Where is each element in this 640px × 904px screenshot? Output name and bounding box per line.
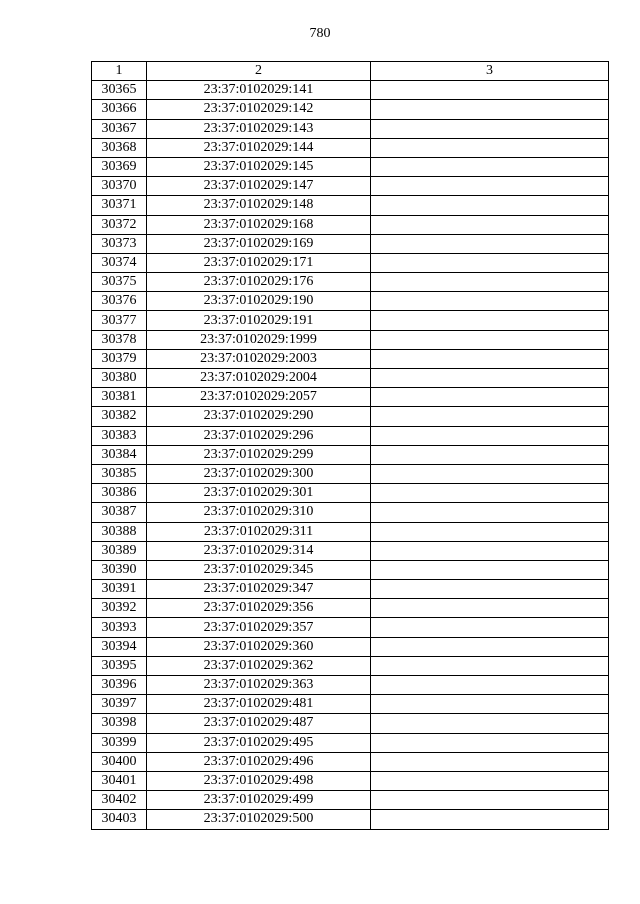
notes-cell <box>371 292 609 311</box>
table-row <box>92 445 609 464</box>
notes-cell <box>371 676 609 695</box>
cadastral-number-cell: 23:37:0102029:145 <box>147 157 371 176</box>
row-number-cell: 30383 <box>92 426 147 445</box>
notes-cell <box>371 234 609 253</box>
table-header <box>92 62 609 81</box>
table-row <box>92 369 609 388</box>
row-number-cell: 30378 <box>92 330 147 349</box>
notes-cell <box>371 618 609 637</box>
row-number-cell: 30366 <box>92 100 147 119</box>
row-number-cell: 30393 <box>92 618 147 637</box>
row-number-cell: 30368 <box>92 138 147 157</box>
row-number-cell: 30382 <box>92 407 147 426</box>
notes-cell <box>371 407 609 426</box>
table-row <box>92 349 609 368</box>
notes-cell <box>371 503 609 522</box>
notes-cell <box>371 464 609 483</box>
cadastral-number-cell: 23:37:0102029:176 <box>147 273 371 292</box>
cadastral-number-cell: 23:37:0102029:143 <box>147 119 371 138</box>
table-row <box>92 234 609 253</box>
table-row <box>92 599 609 618</box>
notes-cell <box>371 656 609 675</box>
notes-cell <box>371 253 609 272</box>
cadastral-number-cell: 23:37:0102029:314 <box>147 541 371 560</box>
cadastral-number-cell: 23:37:0102029:148 <box>147 196 371 215</box>
cadastral-number-cell: 23:37:0102029:2003 <box>147 349 371 368</box>
notes-cell <box>371 752 609 771</box>
table-row <box>92 810 609 829</box>
notes-cell <box>371 445 609 464</box>
cadastral-number-cell: 23:37:0102029:357 <box>147 618 371 637</box>
table-row <box>92 196 609 215</box>
table-row <box>92 330 609 349</box>
table-row <box>92 791 609 810</box>
cadastral-number-cell: 23:37:0102029:345 <box>147 560 371 579</box>
row-number-cell: 30402 <box>92 791 147 810</box>
cadastral-number-cell: 23:37:0102029:362 <box>147 656 371 675</box>
row-number-cell: 30400 <box>92 752 147 771</box>
notes-cell <box>371 695 609 714</box>
table-row <box>92 138 609 157</box>
cadastral-number-cell: 23:37:0102029:142 <box>147 100 371 119</box>
notes-cell <box>371 426 609 445</box>
page-number: 780 <box>309 26 331 41</box>
notes-cell <box>371 349 609 368</box>
row-number-cell: 30388 <box>92 522 147 541</box>
row-number-cell: 30377 <box>92 311 147 330</box>
cadastral-number-cell: 23:37:0102029:363 <box>147 676 371 695</box>
table-row <box>92 580 609 599</box>
table-row <box>92 752 609 771</box>
row-number-cell: 30376 <box>92 292 147 311</box>
table-row <box>92 100 609 119</box>
row-number-cell: 30391 <box>92 580 147 599</box>
cadastral-number-cell: 23:37:0102029:500 <box>147 810 371 829</box>
table-row <box>92 714 609 733</box>
cadastral-number-cell: 23:37:0102029:300 <box>147 464 371 483</box>
notes-cell <box>371 637 609 656</box>
header-row <box>92 62 609 81</box>
notes-cell <box>371 733 609 752</box>
notes-cell <box>371 791 609 810</box>
notes-cell <box>371 330 609 349</box>
table-row <box>92 733 609 752</box>
table-row <box>92 771 609 790</box>
column-header-1: 1 <box>92 62 147 81</box>
notes-cell <box>371 273 609 292</box>
cadastral-number-cell: 23:37:0102029:168 <box>147 215 371 234</box>
row-number-cell: 30390 <box>92 560 147 579</box>
cadastral-number-cell: 23:37:0102029:144 <box>147 138 371 157</box>
row-number-cell: 30392 <box>92 599 147 618</box>
notes-cell <box>371 810 609 829</box>
table-row <box>92 273 609 292</box>
row-number-cell: 30386 <box>92 484 147 503</box>
cadastral-number-cell: 23:37:0102029:310 <box>147 503 371 522</box>
row-number-cell: 30397 <box>92 695 147 714</box>
cadastral-number-cell: 23:37:0102029:495 <box>147 733 371 752</box>
cadastral-number-cell: 23:37:0102029:2004 <box>147 369 371 388</box>
table-row <box>92 618 609 637</box>
table-row <box>92 119 609 138</box>
table-row <box>92 388 609 407</box>
registry-table <box>91 61 609 830</box>
cadastral-number-cell: 23:37:0102029:2057 <box>147 388 371 407</box>
row-number-cell: 30375 <box>92 273 147 292</box>
table-row <box>92 177 609 196</box>
notes-cell <box>371 599 609 618</box>
cadastral-number-cell: 23:37:0102029:311 <box>147 522 371 541</box>
row-number-cell: 30389 <box>92 541 147 560</box>
row-number-cell: 30379 <box>92 349 147 368</box>
notes-cell <box>371 196 609 215</box>
table-row <box>92 215 609 234</box>
cadastral-number-cell: 23:37:0102029:190 <box>147 292 371 311</box>
table-row <box>92 637 609 656</box>
row-number-cell: 30365 <box>92 81 147 100</box>
cadastral-number-cell: 23:37:0102029:296 <box>147 426 371 445</box>
cadastral-number-cell: 23:37:0102029:191 <box>147 311 371 330</box>
row-number-cell: 30381 <box>92 388 147 407</box>
row-number-cell: 30401 <box>92 771 147 790</box>
row-number-cell: 30374 <box>92 253 147 272</box>
notes-cell <box>371 177 609 196</box>
cadastral-number-cell: 23:37:0102029:169 <box>147 234 371 253</box>
table-row <box>92 292 609 311</box>
notes-cell <box>371 714 609 733</box>
table-row <box>92 311 609 330</box>
table-row <box>92 81 609 100</box>
notes-cell <box>371 369 609 388</box>
notes-cell <box>371 541 609 560</box>
row-number-cell: 30403 <box>92 810 147 829</box>
notes-cell <box>371 560 609 579</box>
cadastral-number-cell: 23:37:0102029:347 <box>147 580 371 599</box>
cadastral-number-cell: 23:37:0102029:356 <box>147 599 371 618</box>
row-number-cell: 30369 <box>92 157 147 176</box>
row-number-cell: 30367 <box>92 119 147 138</box>
table-row <box>92 656 609 675</box>
cadastral-number-cell: 23:37:0102029:171 <box>147 253 371 272</box>
cadastral-number-cell: 23:37:0102029:141 <box>147 81 371 100</box>
table-row <box>92 464 609 483</box>
row-number-cell: 30380 <box>92 369 147 388</box>
row-number-cell: 30372 <box>92 215 147 234</box>
table-row <box>92 541 609 560</box>
cadastral-number-cell: 23:37:0102029:290 <box>147 407 371 426</box>
row-number-cell: 30387 <box>92 503 147 522</box>
row-number-cell: 30396 <box>92 676 147 695</box>
notes-cell <box>371 100 609 119</box>
table-row <box>92 503 609 522</box>
cadastral-number-cell: 23:37:0102029:496 <box>147 752 371 771</box>
column-header-2: 2 <box>147 62 371 81</box>
notes-cell <box>371 138 609 157</box>
cadastral-number-cell: 23:37:0102029:147 <box>147 177 371 196</box>
notes-cell <box>371 157 609 176</box>
column-header-3: 3 <box>371 62 609 81</box>
table-row <box>92 484 609 503</box>
notes-cell <box>371 311 609 330</box>
notes-cell <box>371 119 609 138</box>
row-number-cell: 30384 <box>92 445 147 464</box>
notes-cell <box>371 522 609 541</box>
notes-cell <box>371 484 609 503</box>
cadastral-number-cell: 23:37:0102029:499 <box>147 791 371 810</box>
cadastral-number-cell: 23:37:0102029:487 <box>147 714 371 733</box>
row-number-cell: 30398 <box>92 714 147 733</box>
cadastral-number-cell: 23:37:0102029:301 <box>147 484 371 503</box>
cadastral-number-cell: 23:37:0102029:360 <box>147 637 371 656</box>
table-row <box>92 522 609 541</box>
row-number-cell: 30370 <box>92 177 147 196</box>
row-number-cell: 30394 <box>92 637 147 656</box>
notes-cell <box>371 81 609 100</box>
cadastral-number-cell: 23:37:0102029:481 <box>147 695 371 714</box>
table-row <box>92 253 609 272</box>
row-number-cell: 30399 <box>92 733 147 752</box>
notes-cell <box>371 580 609 599</box>
row-number-cell: 30371 <box>92 196 147 215</box>
notes-cell <box>371 215 609 234</box>
row-number-cell: 30373 <box>92 234 147 253</box>
table-row <box>92 426 609 445</box>
notes-cell <box>371 771 609 790</box>
cadastral-number-cell: 23:37:0102029:1999 <box>147 330 371 349</box>
notes-cell <box>371 388 609 407</box>
table-row <box>92 676 609 695</box>
cadastral-number-cell: 23:37:0102029:498 <box>147 771 371 790</box>
row-number-cell: 30395 <box>92 656 147 675</box>
cadastral-number-cell: 23:37:0102029:299 <box>147 445 371 464</box>
row-number-cell: 30385 <box>92 464 147 483</box>
table-row <box>92 695 609 714</box>
table-row <box>92 560 609 579</box>
table-row <box>92 157 609 176</box>
table-body <box>92 81 609 829</box>
table-row <box>92 407 609 426</box>
